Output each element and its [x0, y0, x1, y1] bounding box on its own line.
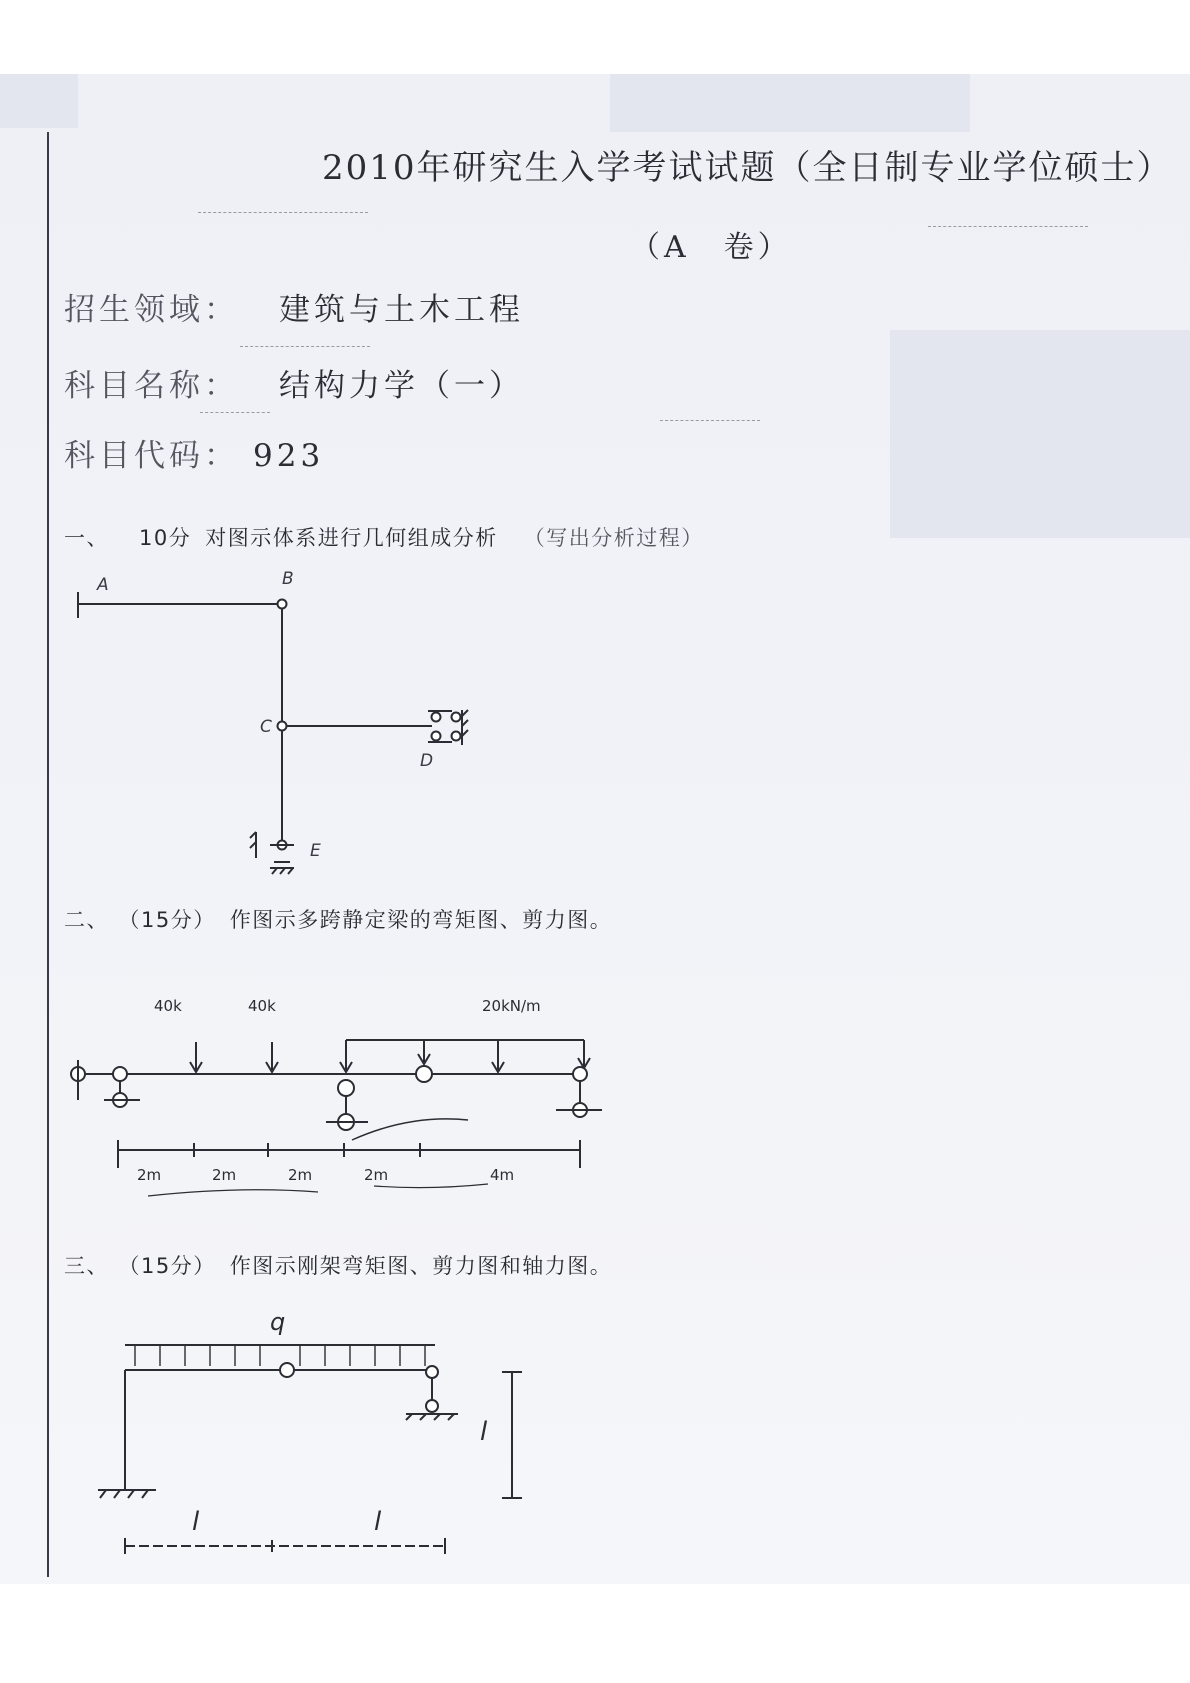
question-2-score: （15分） — [129, 908, 216, 932]
subject-code-label: 科目代码： — [64, 438, 239, 474]
fig2-load-q: 20kN/m — [482, 997, 541, 1015]
question-2-number: 二、 — [64, 908, 109, 932]
fig1-label-d: D — [420, 751, 434, 771]
fig1-label-a: A — [97, 575, 109, 595]
subject-name-value: 结构力学（一） — [279, 368, 524, 404]
question-3-score: （15分） — [129, 1254, 216, 1278]
fig1-label-b: B — [282, 569, 294, 589]
fig3-span-2: l — [374, 1507, 382, 1537]
fig2-span-1: 2m — [137, 1166, 162, 1184]
subject-name-label: 科目名称： — [64, 368, 239, 404]
question-1-note: （写出分析过程） — [523, 526, 704, 550]
question-1-number: 一、 — [64, 526, 109, 550]
question-3-number: 三、 — [64, 1254, 109, 1278]
question-3-text: 作图示刚架弯矩图、剪力图和轴力图。 — [229, 1254, 613, 1278]
field-label: 招生领域： — [64, 292, 239, 328]
fig2-load-p1: 40k — [154, 997, 182, 1015]
question-2-text: 作图示多跨静定梁的弯矩图、剪力图。 — [229, 908, 613, 932]
paper-version: （A 卷） — [630, 230, 792, 265]
fig3-load-q: q — [270, 1308, 286, 1336]
fig2-span-5: 4m — [490, 1166, 515, 1184]
fig3-height: l — [480, 1417, 488, 1447]
subject-code-value: 923 — [253, 438, 325, 474]
question-1-text: 对图示体系进行几何组成分析 — [205, 526, 498, 550]
exam-title: 2010年研究生入学考试试题（全日制专业学位硕士） — [322, 148, 1173, 188]
fig2-span-4: 2m — [364, 1166, 389, 1184]
fig3-span-1: l — [192, 1507, 200, 1537]
question-1-score: 10分 — [139, 526, 192, 550]
fig2-span-3: 2m — [288, 1166, 313, 1184]
field-value: 建筑与土木工程 — [279, 292, 524, 328]
fig1-label-e: E — [310, 841, 321, 861]
fig2-load-p2: 40k — [248, 997, 276, 1015]
fig1-label-c: C — [260, 717, 272, 737]
fig2-span-2: 2m — [212, 1166, 237, 1184]
